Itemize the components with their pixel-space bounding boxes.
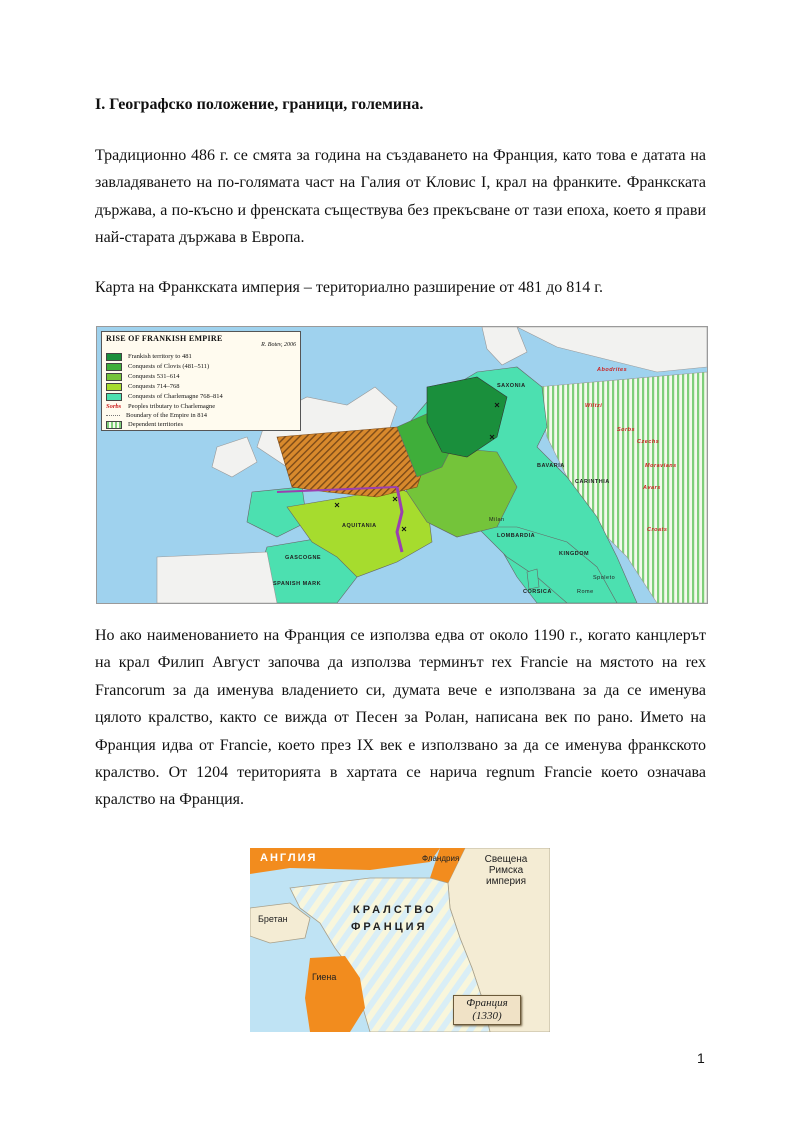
map-label-brittany: Бретан [258, 914, 288, 924]
map-label: LOMBARDIA [497, 533, 536, 539]
map-label-flanders: Фландрия [422, 854, 460, 863]
legend-label: Dependent territories [128, 421, 184, 428]
legend-item [106, 352, 192, 361]
legend-item [106, 402, 215, 411]
legend-label: Conquests 531–614 [128, 373, 180, 380]
legend-title: RISE OF FRANKISH EMPIRE [106, 334, 223, 343]
legend-item [106, 420, 183, 429]
legend-label: Conquests of Charlemagne 768–814 [128, 393, 223, 400]
legend-item [106, 392, 223, 401]
map-label: Moravians [645, 463, 677, 469]
legend-label: Conquests of Clovis (481–511) [128, 363, 210, 370]
map-label: KINGDOM [559, 551, 590, 557]
map-label: Abodrites [597, 367, 628, 373]
legend-swatch [106, 421, 122, 429]
legend-swatch [106, 415, 120, 416]
map-label: Croats [647, 527, 668, 533]
map-caption: Карта на Франкската империя – териториално разширение от 481 до 814 г. [95, 279, 603, 296]
legend-label: Frankish territory to 481 [128, 353, 192, 360]
legend-author: R. Botev, 2006 [261, 342, 296, 348]
name-history-paragraph: Но ако наименованието на Франция се използва едва от около 1190 г., когато канцлерът на крал Филип Август започва да използва терминът rex Francie на мястото на rex Francorum за да именува владението си, думата вече е използвана за да се именува цялото кралство, както се вижда от Песен за Ролан, написана век по рано. Името на Франция идва от Francie, което през IX век е използвано за да се именува франкското кралство. От 1204 територията в хартата се нарича regnum Francie което означава кралство на Франция. [95, 627, 706, 809]
section-heading: I. Географско положение, граници, големина. [95, 96, 424, 113]
map-label-kingdom: КРАЛСТВО [353, 904, 437, 916]
map-label: Czechs [637, 439, 660, 445]
map-label-france: ФРАНЦИЯ [351, 921, 428, 933]
legend-label: Peoples tributary to Charlemagne [128, 403, 216, 410]
intro-paragraph: Традиционно 486 г. се смята за година на създаването на Франция, като това е датата на завладяването на по-голямата част на Галия от Кловис I, крал на франките. Франкската държава, а по-късно и френската съществува без прекъсване от тази епоха, което я прави най-старата държава в Европа. [95, 147, 706, 247]
legend-label: Conquests 714–768 [128, 383, 180, 390]
legend-swatch [106, 383, 122, 391]
map-label-hre: Свещена Римска империя [484, 854, 528, 887]
map-legend [101, 331, 301, 431]
legend-swatch [106, 353, 122, 361]
map-label: Spoleto [593, 575, 616, 581]
map-label: SPANISH MARK [273, 581, 322, 587]
legend-swatch [106, 373, 122, 381]
map-label: Milan [489, 517, 505, 523]
legend-item [106, 372, 179, 381]
legend-swatch [106, 363, 122, 371]
map-date-box [453, 995, 521, 1025]
legend-label: Boundary of the Empire in 814 [126, 412, 208, 419]
map-label: CORSICA [523, 589, 552, 595]
map-label-england: АНГЛИЯ [260, 852, 318, 864]
map-label: Wiltzi [585, 403, 603, 409]
page-number: 1 [697, 1050, 705, 1066]
map-label: GASCOGNE [285, 555, 322, 561]
map-label: Rome [577, 589, 594, 595]
map-label: Avars [643, 485, 661, 491]
map-label: Sorbs [617, 427, 636, 433]
map-date-title: Франция [466, 997, 508, 1009]
legend-marker: Sorbs [106, 403, 122, 410]
map-label: AQUITANIA [342, 523, 377, 529]
map-label-guyenne: Гиена [312, 972, 337, 982]
legend-swatch [106, 393, 122, 401]
map-label: BAVARIA [537, 463, 565, 469]
map-label: SAXONIA [497, 383, 526, 389]
france-1330-map [250, 848, 550, 1032]
legend-item [106, 411, 207, 420]
map-label: CARINTHIA [575, 479, 610, 485]
legend-item [106, 382, 179, 391]
frankish-empire-map [96, 326, 708, 604]
legend-item [106, 362, 209, 371]
map-date-year: (1330) [472, 1010, 502, 1022]
